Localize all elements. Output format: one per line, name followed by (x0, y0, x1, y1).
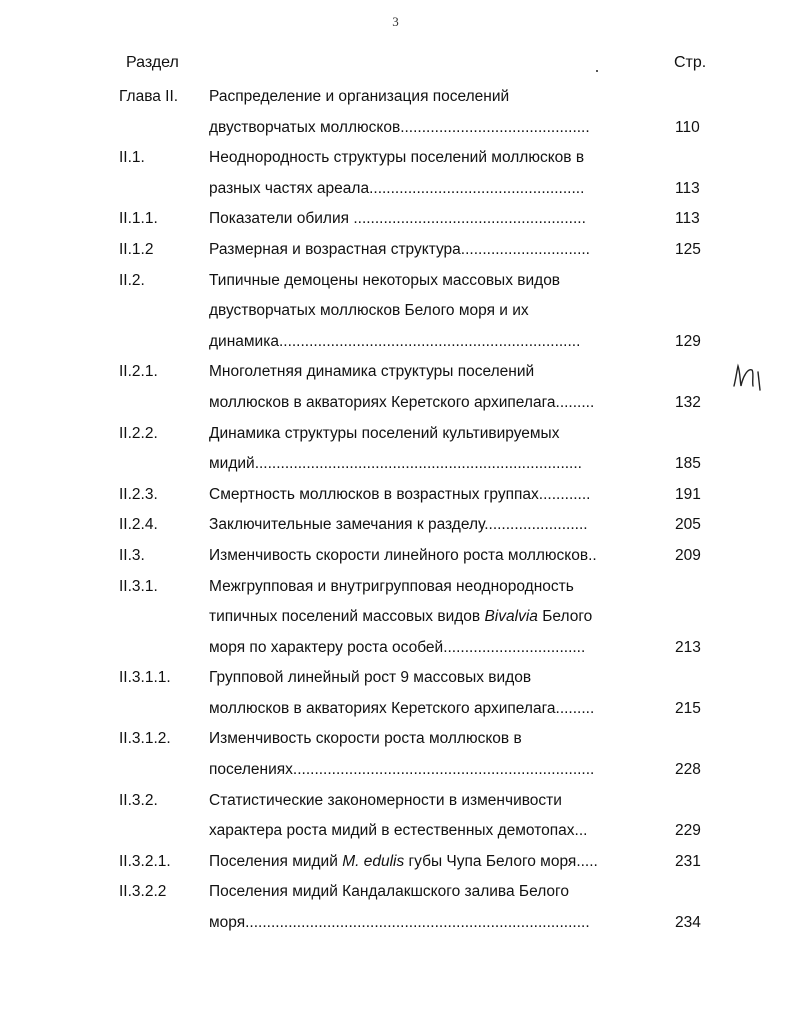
page-reference: 110 (675, 118, 700, 136)
title-line (209, 908, 657, 939)
dot-leader: .................................................. (369, 179, 585, 197)
section-number: II.3.1.1. (119, 669, 171, 687)
page-reference: 113 (675, 179, 700, 197)
title-line (209, 113, 657, 144)
title-line (209, 510, 657, 541)
section-number: II.2.3. (119, 485, 158, 503)
section-title (209, 357, 657, 418)
title-line (209, 633, 657, 664)
title-line (209, 174, 657, 205)
title-line (209, 694, 657, 725)
dot-leader: ...................................................................... (292, 761, 595, 779)
title-text: Групповой линейный рост 9 массовых видов (209, 669, 532, 687)
title-line (209, 204, 657, 235)
title-line (209, 82, 657, 113)
title-line (209, 388, 657, 419)
toc-entry (0, 663, 791, 724)
dot-leader: ......... (555, 699, 595, 717)
title-text: Многолетняя динамика структуры поселений (209, 363, 535, 381)
title-text: Неоднородность структуры поселений моллюсков в (209, 149, 585, 167)
section-number: II.3.2.2 (119, 883, 167, 901)
section-number: II.3.2. (119, 791, 158, 809)
title-line (209, 663, 657, 694)
toc-entry (0, 235, 791, 266)
page-reference: 191 (675, 485, 701, 503)
section-number: II.2.2. (119, 424, 158, 442)
page-reference: 215 (675, 699, 701, 717)
toc-entry (0, 877, 791, 938)
section-column-heading: Раздел (126, 54, 179, 71)
title-text: Белого (537, 608, 593, 626)
title-line (209, 541, 657, 572)
page-column-heading: Стр. (674, 54, 707, 71)
toc-entry (0, 480, 791, 511)
toc-entry (0, 510, 791, 541)
section-number: II.2.4. (119, 516, 158, 534)
title-line (209, 266, 657, 297)
title-line (209, 296, 657, 327)
toc-header (0, 54, 791, 78)
toc-entry (0, 357, 791, 418)
page-reference: 113 (675, 210, 700, 228)
title-text: поселениях (209, 761, 293, 779)
title-text: Показатели обилия (209, 210, 354, 228)
title-text: Межгрупповая и внутригрупповая неоднородность (209, 577, 574, 595)
page-reference: 229 (675, 822, 701, 840)
title-line (209, 602, 657, 633)
section-title (209, 235, 657, 266)
section-number: II.3.2.1. (119, 852, 171, 870)
page-reference: 185 (675, 455, 701, 473)
toc-entry (0, 204, 791, 235)
toc-entry (0, 419, 791, 480)
title-text: Изменчивость скорости роста моллюсков в (209, 730, 522, 748)
section-number: II.3. (119, 546, 145, 564)
title-line (209, 449, 657, 480)
title-text: Изменчивость скорости линейного роста моллюсков (209, 546, 589, 564)
title-line (209, 480, 657, 511)
title-text: разных частях ареала (209, 179, 370, 197)
title-text: моллюсков в акваториях Керетского архипелага (209, 393, 556, 411)
section-number: Глава II. (119, 88, 179, 105)
dot-leader: ............................................................................ (254, 455, 582, 473)
section-title (209, 204, 657, 235)
section-title (209, 143, 657, 204)
section-title (209, 877, 657, 938)
section-title (209, 266, 657, 358)
page-number: 3 (392, 14, 399, 29)
title-line (209, 755, 657, 786)
taxon-name: Bivalvia (484, 608, 538, 626)
section-number: II.2. (119, 271, 145, 289)
toc-entry (0, 266, 791, 358)
dot-leader: ...................................................... (353, 210, 586, 228)
page-reference: 213 (675, 638, 701, 656)
page-reference: 231 (675, 852, 701, 870)
title-text: двустворчатых моллюсков Белого моря и их (209, 302, 529, 320)
section-number: II.3.1.2. (119, 730, 171, 748)
title-line (209, 327, 657, 358)
stray-mark (596, 70, 598, 72)
page-reference: 132 (675, 393, 701, 411)
dot-leader: ............................................ (400, 118, 590, 136)
title-line (209, 816, 657, 847)
title-line (209, 724, 657, 755)
section-title (209, 510, 657, 541)
dot-leader: .. (588, 546, 597, 564)
section-title (209, 847, 657, 878)
title-text: мидий (209, 455, 255, 473)
title-text: Поселения мидий Кандалакшского залива Белого (209, 883, 569, 901)
title-text: двустворчатых моллюсков (209, 118, 401, 136)
dot-leader: ...................................................................... (278, 332, 581, 350)
dot-leader: ..... (576, 852, 598, 870)
title-text: губы Чупа Белого моря (404, 852, 577, 870)
title-line (209, 143, 657, 174)
toc-entry (0, 143, 791, 204)
toc-entry (0, 541, 791, 572)
title-text: Заключительные замечания к разделу (209, 516, 485, 534)
section-title (209, 572, 657, 664)
title-line (209, 847, 657, 878)
title-line (209, 357, 657, 388)
section-title (209, 724, 657, 785)
toc-entry (0, 847, 791, 878)
title-text: моллюсков в акваториях Керетского архипелага (209, 699, 556, 717)
dot-leader: ......... (555, 393, 595, 411)
section-number: II.3.1. (119, 577, 158, 595)
toc-entry (0, 786, 791, 847)
title-line (209, 419, 657, 450)
title-text: моря (209, 914, 246, 932)
section-number: II.2.1. (119, 363, 158, 381)
title-text: Поселения мидий (209, 852, 343, 870)
page-reference: 205 (675, 516, 701, 534)
handwritten-margin-note (728, 356, 768, 396)
dot-leader: ................................. (443, 638, 586, 656)
toc-entry (0, 572, 791, 664)
page-reference: 228 (675, 761, 701, 779)
title-text: Распределение и организация поселений (209, 88, 510, 105)
section-number: II.1. (119, 149, 145, 167)
title-text: Размерная и возрастная структура (209, 240, 461, 258)
section-title (209, 541, 657, 572)
page-reference: 209 (675, 546, 701, 564)
dot-leader: .............................. (460, 240, 590, 258)
title-line (209, 877, 657, 908)
title-line (209, 235, 657, 266)
title-text: Смертность моллюсков в возрастных группах (209, 485, 539, 503)
taxon-name: M. edulis (342, 852, 405, 870)
toc-entry (0, 82, 791, 143)
section-title (209, 82, 657, 143)
section-title (209, 480, 657, 511)
page-reference: 234 (675, 914, 701, 932)
title-line (209, 786, 657, 817)
title-text: Типичные демоцены некоторых массовых видов (209, 271, 561, 289)
table-of-contents (0, 82, 791, 939)
dot-leader: ................................................................................ (245, 914, 590, 932)
title-text: Динамика структуры поселений культивируемых (209, 424, 560, 442)
dot-leader: ... (574, 822, 588, 840)
title-text: динамика (209, 332, 279, 350)
title-text: типичных поселений массовых видов (209, 608, 485, 626)
section-title (209, 786, 657, 847)
title-text: Статистические закономерности в изменчивости (209, 791, 562, 809)
dot-leader: ............ (538, 485, 591, 503)
title-text: характера роста мидий в естественных демотопах (209, 822, 575, 840)
section-title (209, 663, 657, 724)
dot-leader: ........................ (484, 516, 588, 534)
toc-entry (0, 724, 791, 785)
section-number: II.1.1. (119, 210, 158, 228)
page-reference: 129 (675, 332, 701, 350)
page-reference: 125 (675, 240, 701, 258)
title-text: моря по характеру роста особей (209, 638, 444, 656)
section-title (209, 419, 657, 480)
title-line (209, 572, 657, 603)
section-number: II.1.2 (119, 240, 154, 258)
